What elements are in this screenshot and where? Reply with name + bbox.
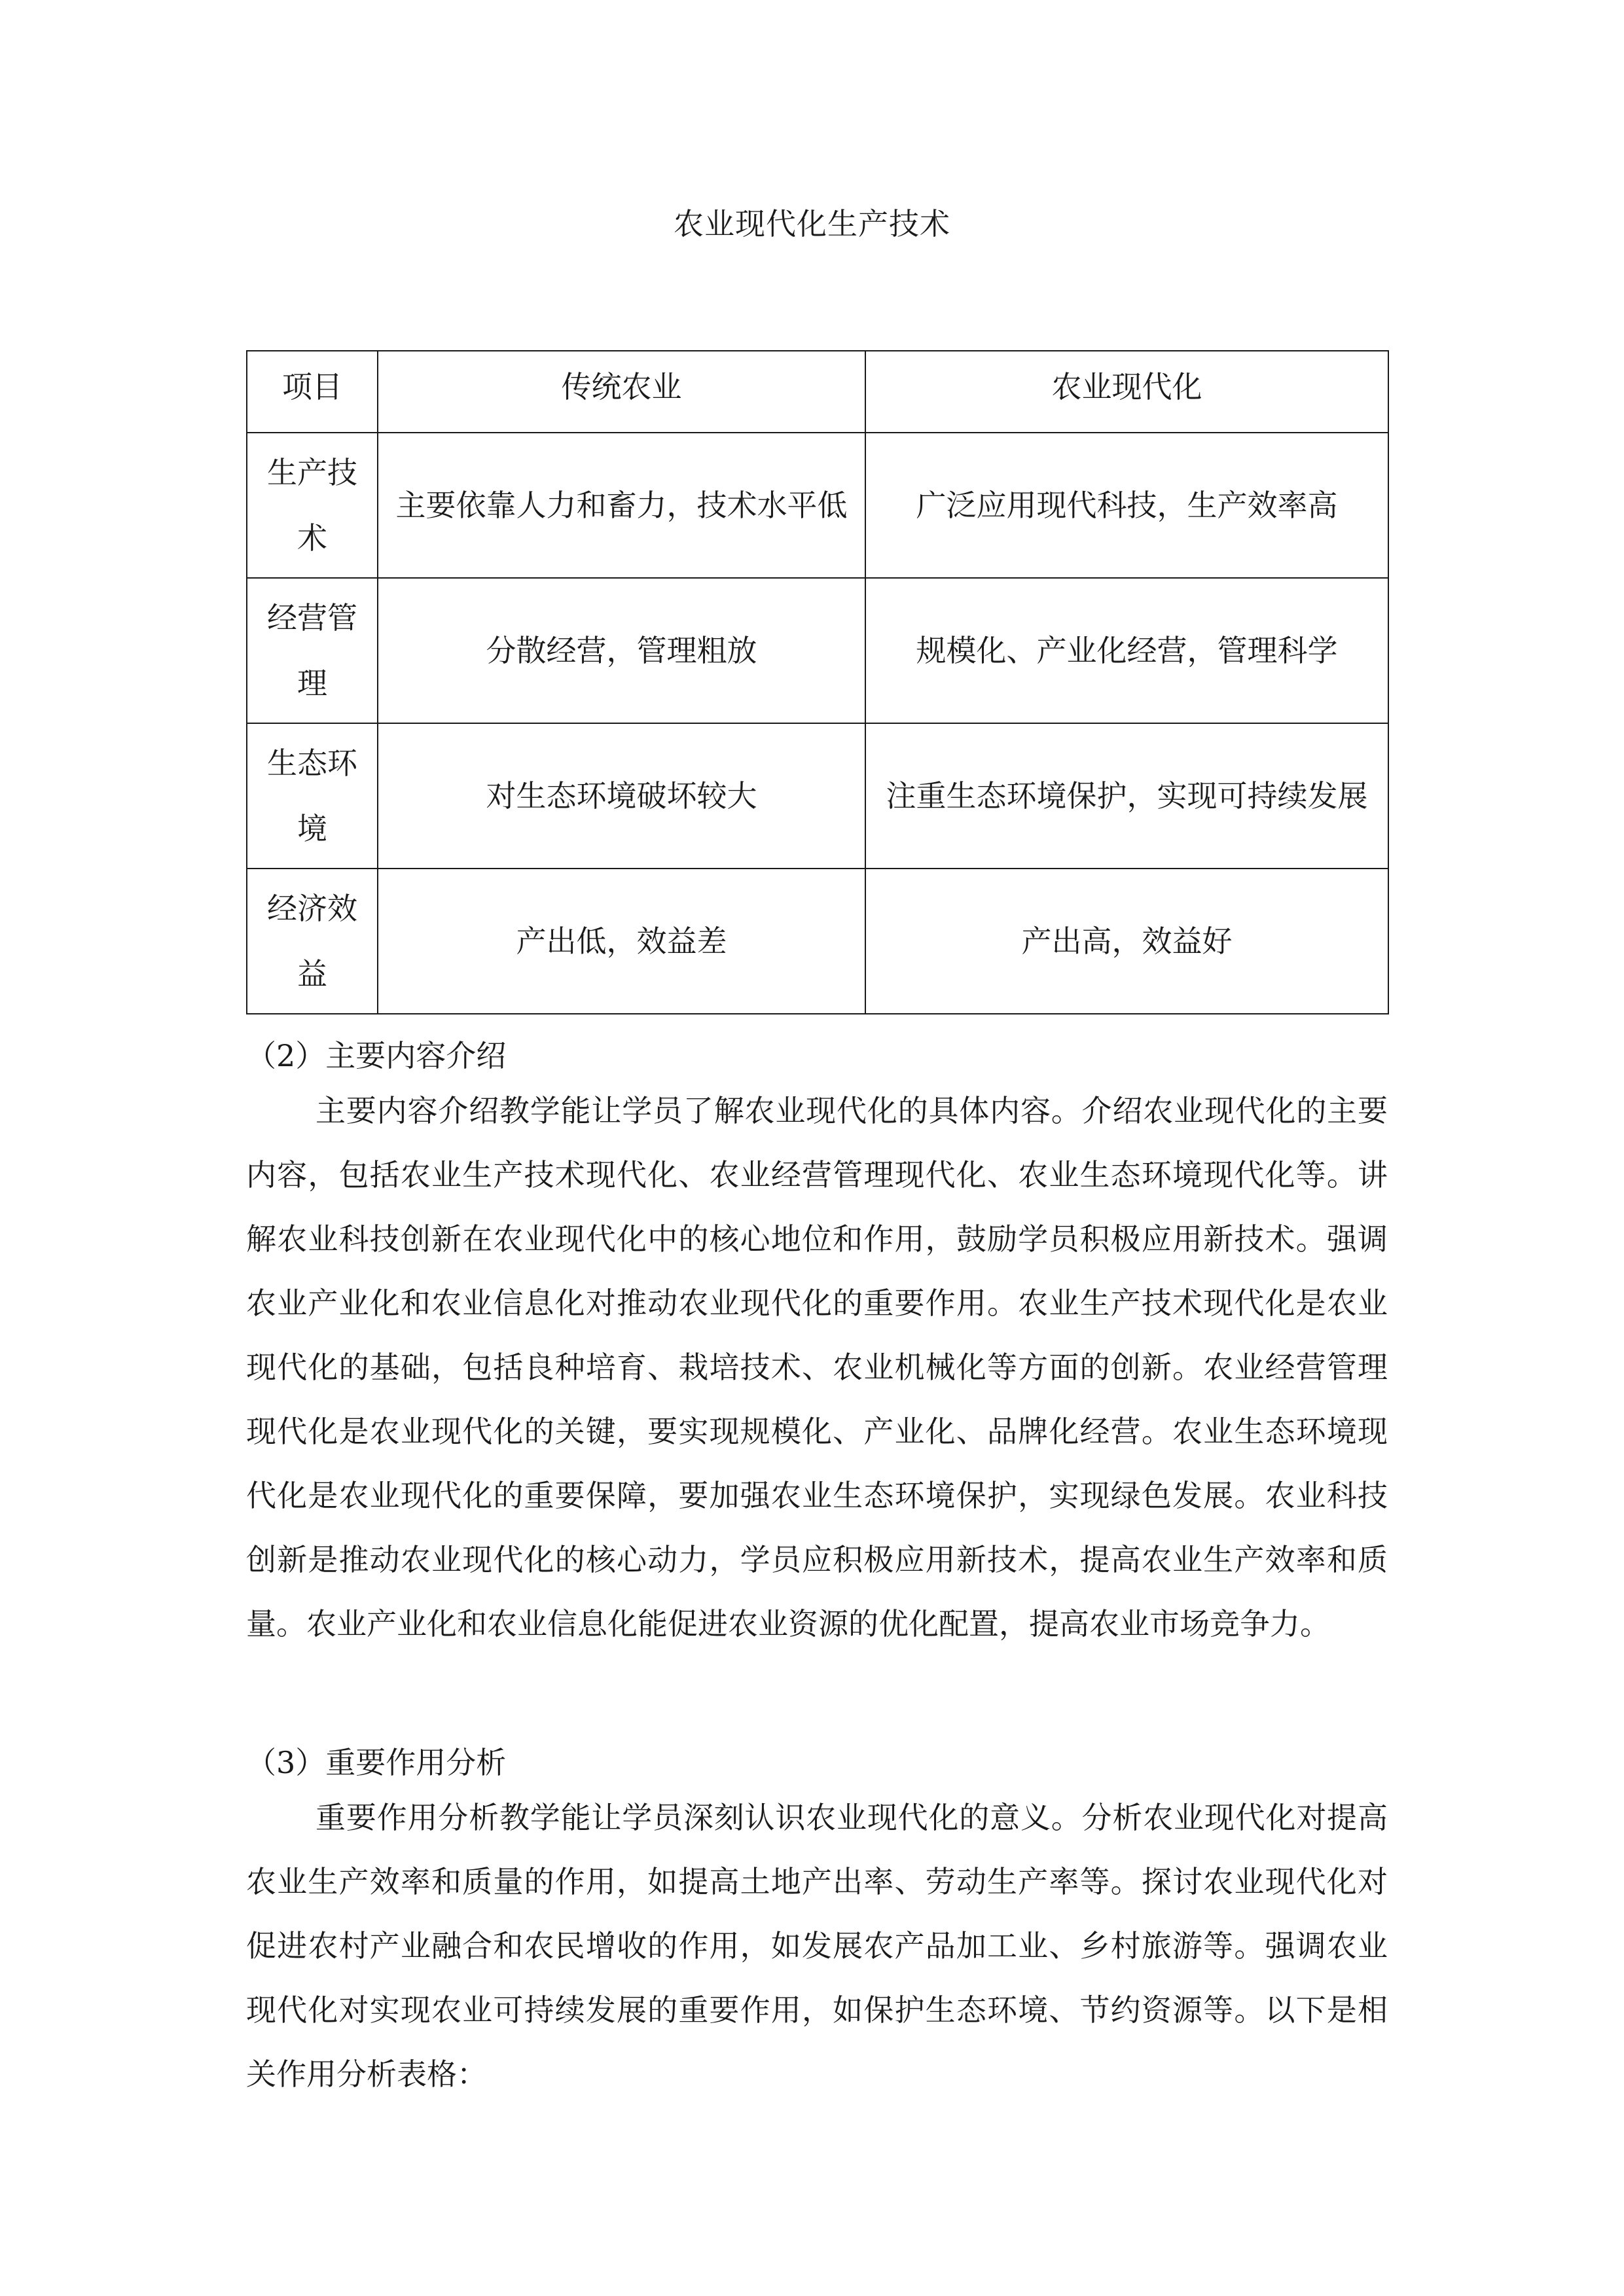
section-paragraph: 主要内容介绍教学能让学员了解农业现代化的具体内容。介绍农业现代化的主要内容，包括农业生产技术现代化、农业经营管理现代化、农业生态环境现代化等。讲解农业科技创新在农业现代化中的核心地位和作用，鼓励学员积极应用新技术。强调农业产业化和农业信息化对推动农业现代化的重要作用。农业生产技术现代化是农业现代化的基础，包括良种培育、栽培技术、农业机械化等方面的创新。农业经营管理现代化是农业现代化的关键，要实现规模化、产业化、品牌化经营。农业生态环境现代化是农业现代化的重要保障，要加强农业生态环境保护，实现绿色发展。农业科技创新是推动农业现代化的核心动力，学员应积极应用新技术，提高农业生产效率和质量。农业产业化和农业信息化能促进农业资源的优化配置，提高农业市场竞争力。: [246, 1093, 1388, 1641]
table-cell: 产出高，效益好: [865, 869, 1388, 1014]
page-title: 农业现代化生产技术: [674, 206, 950, 242]
table-row: [247, 578, 1388, 723]
table-row: [247, 723, 1388, 869]
table-row: [247, 433, 1388, 578]
table-cell: 对生态环境破坏较大: [378, 723, 865, 869]
table-header-cell: 传统农业: [378, 351, 865, 433]
section-paragraph: 重要作用分析教学能让学员深刻认识农业现代化的意义。分析农业现代化对提高农业生产效率和质量的作用，如提高土地产出率、劳动生产率等。探讨农业现代化对促进农村产业融合和农民增收的作用，如发展农产品加工业、乡村旅游等。强调农业现代化对实现农业可持续发展的重要作用，如保护生态环境、节约资源等。以下是相关作用分析表格：: [246, 1800, 1388, 2092]
table-row: [247, 869, 1388, 1014]
table-header-row: [247, 351, 1388, 433]
table-cell: 主要依靠人力和畜力，技术水平低: [378, 433, 865, 578]
table-row-label: 经济效益: [247, 869, 378, 1014]
section-heading: （2）主要内容介绍: [246, 1038, 507, 1073]
table-cell: 注重生态环境保护，实现可持续发展: [865, 723, 1388, 869]
table-cell: 产出低，效益差: [378, 869, 865, 1014]
table-cell: 分散经营，管理粗放: [378, 578, 865, 723]
table-header-cell: 项目: [247, 351, 378, 433]
section-heading: （3）重要作用分析: [246, 1745, 507, 1780]
table-row-label: 生态环境: [247, 723, 378, 869]
table-cell: 广泛应用现代科技，生产效率高: [865, 433, 1388, 578]
table-row-label: 生产技术: [247, 433, 378, 578]
table-header-cell: 农业现代化: [865, 351, 1388, 433]
table-row-label: 经营管理: [247, 578, 378, 723]
comparison-table: [246, 350, 1389, 1014]
table-cell: 规模化、产业化经营，管理科学: [865, 578, 1388, 723]
